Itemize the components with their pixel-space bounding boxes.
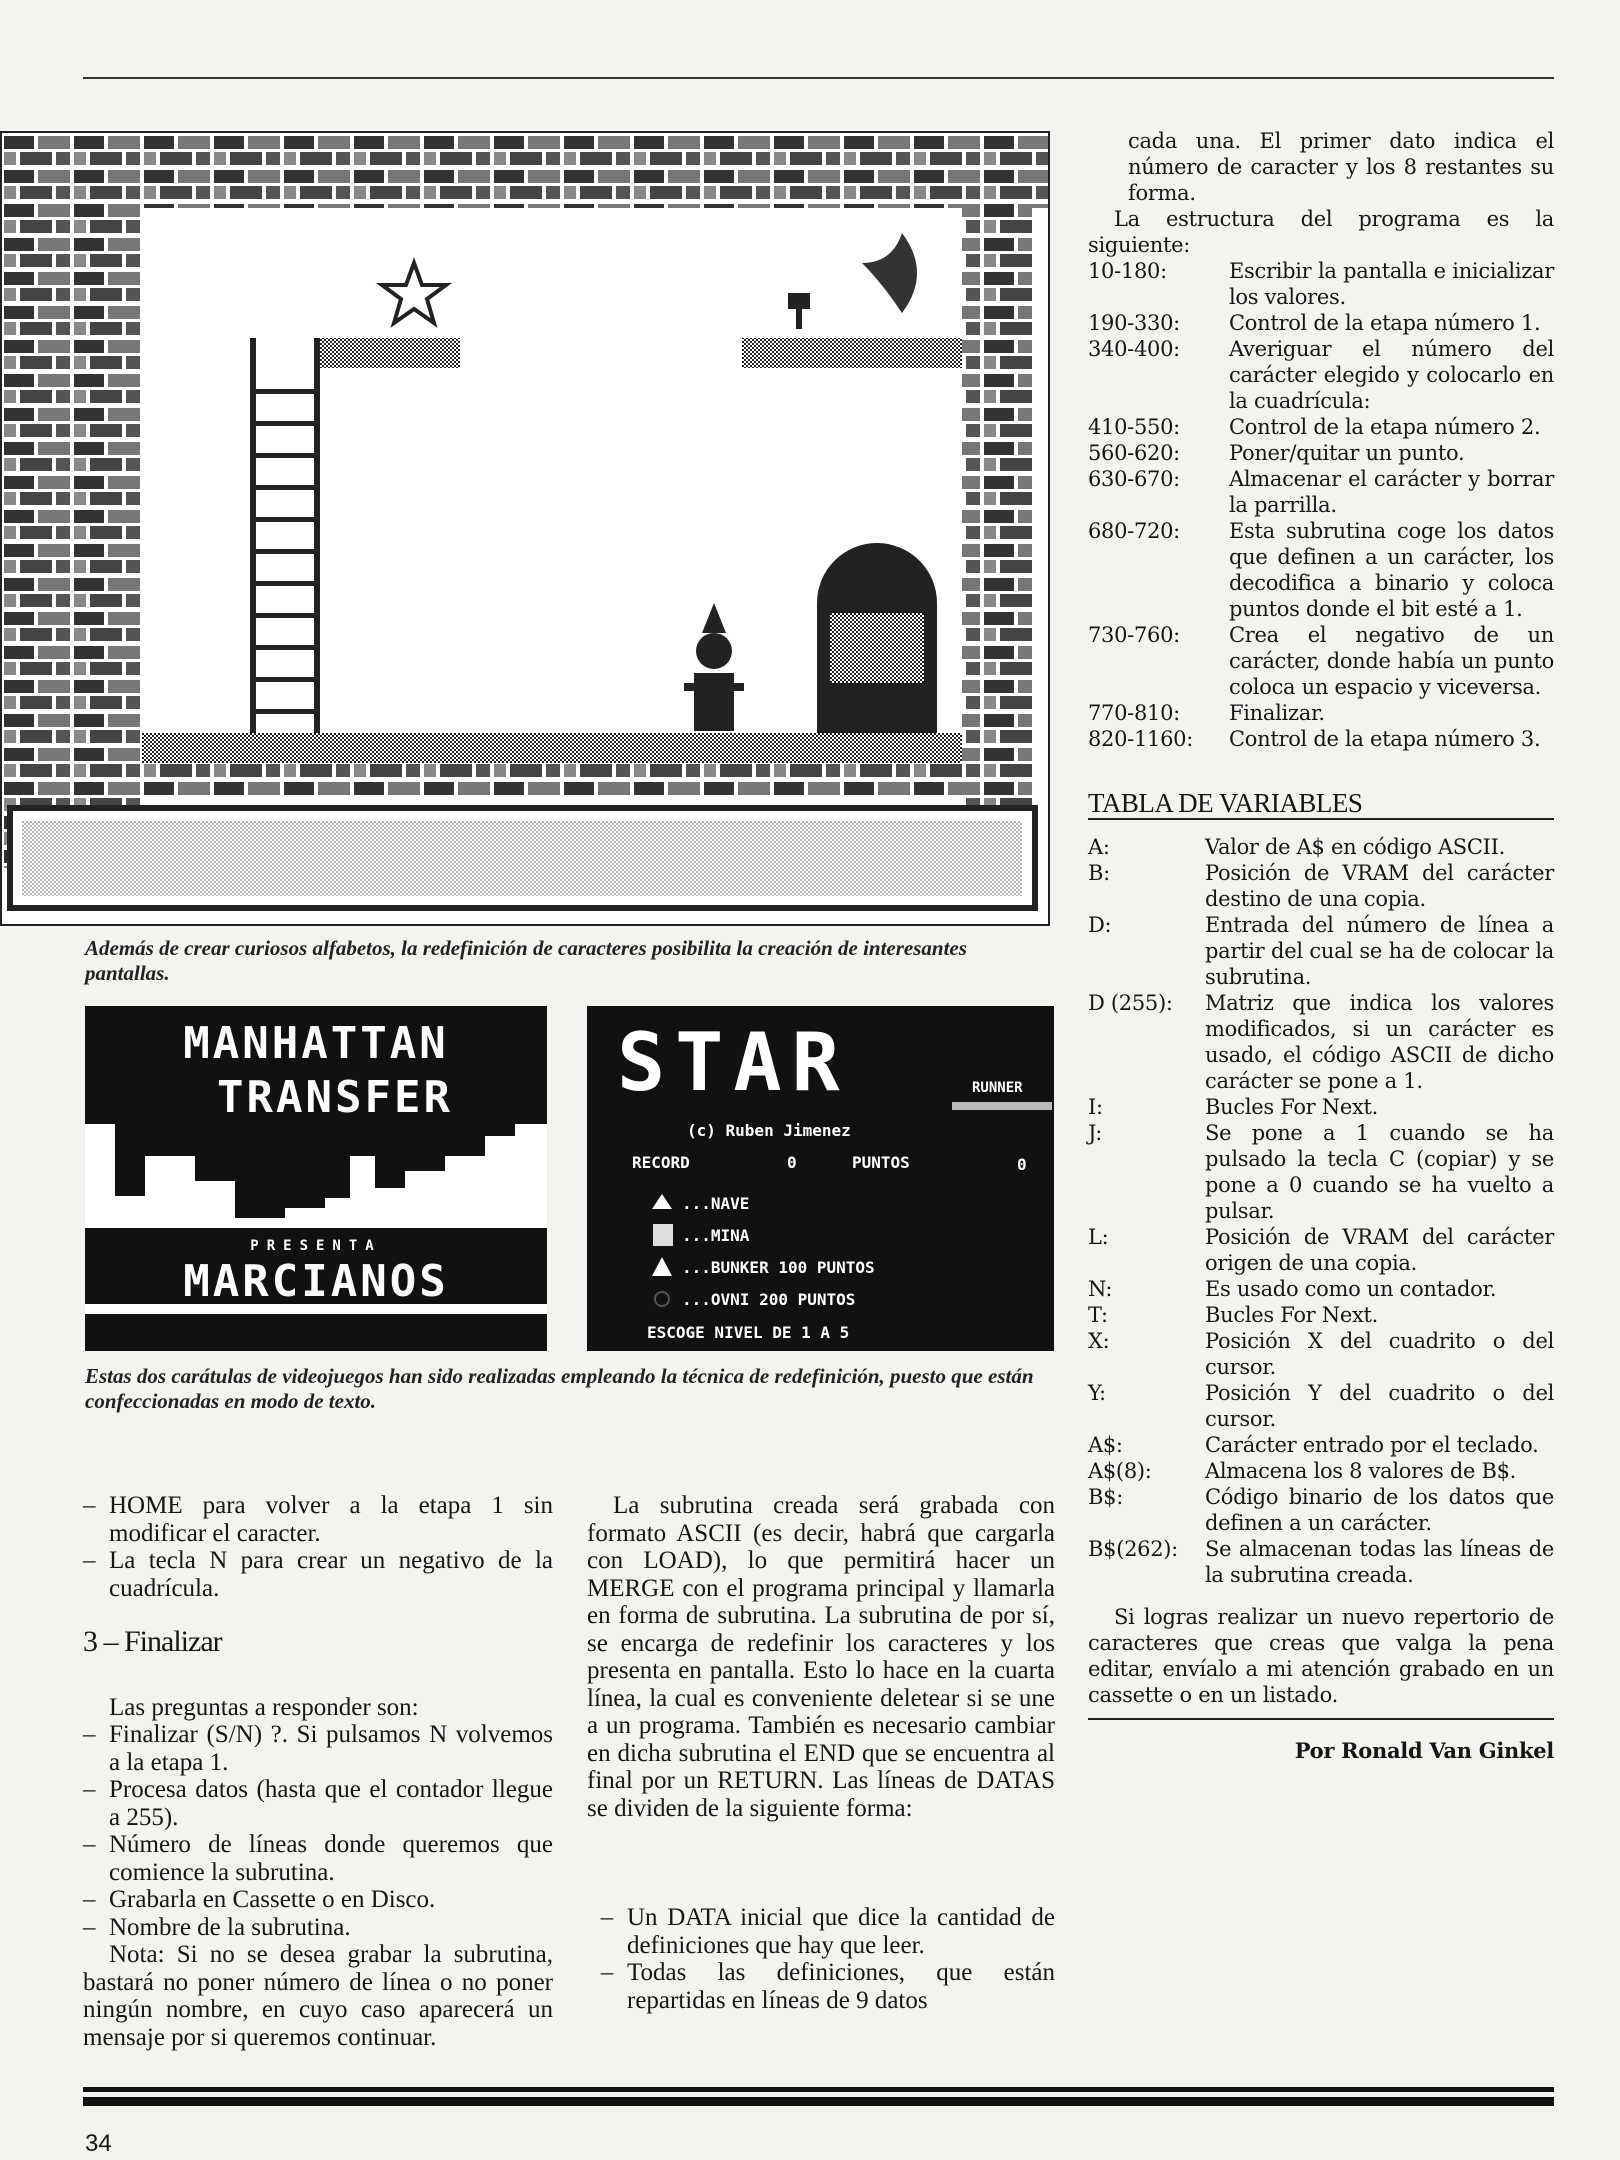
closing-paragraph: Si logras realizar un nuevo repertorio de caracteres que creas que valga la pena editar, envíalo a mi atención grabado en un cassette o en un listado. <box>1088 1604 1554 1720</box>
cover-manhattan-transfer <box>85 1006 547 1351</box>
line-range: 630-670: <box>1088 467 1180 491</box>
body-paragraph: La subrutina creada será grabada con formato ASCII (es decir, habrá que cargarla con LOAD), lo que permitirá hacer un MERGE con el programa principal y llamarla en forma de subrutina. La subrutina de por sí, se encarga de redefinir los caracteres y los presenta en pantalla. Esto lo hace en la cuarta línea, la cual es conveniente deletear si se une a un programa. También es necesario cambiar en dicha subrutina el END que se encuentra al final por un RETURN. Las líneas de DATAS se dividen de la siguiente forma: <box>587 1492 1055 1822</box>
structure-row <box>1088 414 1554 440</box>
points-value: 0 <box>1017 1155 1027 1174</box>
description: Entrada del número de línea a partir del cual se ha de colocar la subrutina. <box>1205 913 1554 989</box>
description: Se almacenan todas las líneas de la subrutina creada. <box>1205 1537 1554 1587</box>
description: Posición de VRAM del carácter destino de una copia. <box>1205 861 1554 911</box>
variable-row <box>1088 1380 1554 1432</box>
structure-row <box>1088 440 1554 466</box>
variable-name: Y: <box>1088 1381 1106 1405</box>
platform-left <box>320 338 460 368</box>
floor-bricks <box>142 763 962 798</box>
variable-row <box>1088 1484 1554 1536</box>
variables-table <box>1088 834 1554 1588</box>
door <box>817 543 937 733</box>
variable-name: A$: <box>1088 1433 1123 1457</box>
bunker-icon <box>652 1257 672 1276</box>
description: Almacenar el carácter y borrar la parrilla. <box>1229 467 1554 517</box>
variable-row <box>1088 1302 1554 1328</box>
list-item: – Procesa datos (hasta que el contador llegue a 255). <box>83 1776 553 1831</box>
description: Se pone a 1 cuando se ha pulsado la tecla C (copiar) y se pone a 0 cuando se ha vuelto a pulsar. <box>1205 1121 1554 1223</box>
variable-row <box>1088 1224 1554 1276</box>
line-range: 770-810: <box>1088 701 1180 725</box>
brick-wall-right <box>962 208 1032 868</box>
top-rule <box>83 77 1554 79</box>
variable-name: D: <box>1088 913 1112 937</box>
bottom-rule <box>83 2087 1554 2092</box>
variable-row <box>1088 860 1554 912</box>
ghost-enemy <box>862 233 917 313</box>
description: Carácter entrado por el teclado. <box>1205 1433 1539 1457</box>
intro-text: Las preguntas a responder son: <box>109 1693 419 1721</box>
variable-row <box>1088 1458 1554 1484</box>
variable-name: B$(262): <box>1088 1537 1178 1561</box>
description: Poner/quitar un punto. <box>1229 441 1465 465</box>
variable-row <box>1088 1120 1554 1224</box>
structure-row <box>1088 336 1554 414</box>
structure-row <box>1088 726 1554 752</box>
variable-row <box>1088 1432 1554 1458</box>
record-value: 0 <box>787 1153 797 1172</box>
mine-icon <box>653 1224 673 1246</box>
variable-name: B: <box>1088 861 1110 885</box>
description: Crea el negativo de un carácter, donde había un punto coloca un espacio y viceversa. <box>1229 623 1554 699</box>
legend-mina: ...MINA <box>682 1226 750 1245</box>
right-column <box>1088 128 1554 1764</box>
bottom-rule-thick <box>83 2097 1554 2106</box>
continuation-text: cada una. El primer dato indica el número de caracter y los 8 restantes su forma. <box>1128 129 1554 205</box>
trophy-icon <box>788 293 810 329</box>
cover-title: MARCIANOS <box>183 1256 449 1307</box>
description: Bucles For Next. <box>1205 1303 1379 1327</box>
description: Posición X del cuadrito o del cursor. <box>1205 1329 1554 1379</box>
legend-nave: ...NAVE <box>682 1194 750 1213</box>
list-item: – Finalizar (S/N) ?. Si pulsamos N volvemos a la etapa 1. <box>83 1721 553 1776</box>
page-number: 34 <box>85 2130 112 2157</box>
line-range: 680-720: <box>1088 519 1180 543</box>
variable-name: N: <box>1088 1277 1113 1301</box>
structure-row <box>1088 518 1554 622</box>
description: Código binario de los datos que definen a un carácter. <box>1205 1485 1554 1535</box>
skyline <box>85 1124 547 1228</box>
line-range: 410-550: <box>1088 415 1180 439</box>
left-column <box>83 1492 553 2051</box>
program-structure-list <box>1088 258 1554 752</box>
structure-row <box>1088 258 1554 310</box>
description: Almacena los 8 valores de B$. <box>1205 1459 1517 1483</box>
cover-credit: (c) Ruben Jimenez <box>687 1121 851 1140</box>
variable-name: I: <box>1088 1095 1103 1119</box>
variable-name: L: <box>1088 1225 1109 1249</box>
variable-row <box>1088 1536 1554 1588</box>
cover-line1: MANHATTAN <box>183 1018 449 1069</box>
game-screen-drawing <box>2 133 1048 924</box>
figure-caption: Además de crear curiosos alfabetos, la redefinición de caracteres posibilita la creación de interesantes pantallas. <box>85 936 967 985</box>
description: Posición de VRAM del carácter origen de una copia. <box>1205 1225 1554 1275</box>
legend-ovni: ...OVNI 200 PUNTOS <box>682 1290 856 1309</box>
cover-star-runner <box>587 1006 1054 1351</box>
variable-name: X: <box>1088 1329 1110 1353</box>
description: Bucles For Next. <box>1205 1095 1379 1119</box>
variable-row <box>1088 912 1554 990</box>
structure-row <box>1088 310 1554 336</box>
brick-wall-top <box>2 133 1048 208</box>
variable-name: J: <box>1088 1121 1103 1145</box>
star-icon <box>382 263 446 323</box>
line-range: 190-330: <box>1088 311 1180 335</box>
description: Averiguar el número del carácter elegido y colocarlo en la cuadrícula: <box>1229 337 1554 413</box>
cover-subtitle: RUNNER <box>972 1080 1023 1096</box>
structure-row <box>1088 466 1554 518</box>
status-bar-fill <box>22 821 1022 896</box>
record-label: RECORD <box>632 1153 690 1172</box>
variable-row <box>1088 990 1554 1094</box>
subtitle-bar <box>952 1102 1052 1110</box>
line-range: 340-400: <box>1088 337 1180 361</box>
list-item: – Número de líneas donde queremos que comience la subrutina. <box>83 1831 553 1886</box>
list-item: – La tecla N para crear un negativo de la cuadrícula. <box>83 1547 553 1602</box>
variable-name: B$: <box>1088 1485 1123 1509</box>
description: Es usado como un contador. <box>1205 1277 1497 1301</box>
variable-row <box>1088 1328 1554 1380</box>
line-range: 820-1160: <box>1088 727 1193 751</box>
variables-table-title: TABLA DE VARIABLES <box>1088 790 1554 820</box>
floor <box>142 733 962 763</box>
line-range: 10-180: <box>1088 259 1167 283</box>
author-byline: Por Ronald Van Ginkel <box>1294 1738 1554 1763</box>
structure-row <box>1088 622 1554 700</box>
description: Esta subrutina coge los datos que definen a un carácter, los decodifica a binario y coloca puntos donde el bit esté a 1. <box>1229 519 1554 621</box>
variable-name: D (255): <box>1088 991 1173 1015</box>
variable-name: A$(8): <box>1088 1459 1152 1483</box>
list-item: – HOME para volver a la etapa 1 sin modificar el caracter. <box>83 1492 553 1547</box>
structure-intro: La estructura del programa es la siguiente: <box>1088 207 1554 257</box>
description: Valor de A$ en código ASCII. <box>1205 835 1506 859</box>
description: Posición Y del cuadrito o del cursor. <box>1205 1381 1554 1431</box>
description: Matriz que indica los valores modificados, si un carácter es usado, el código ASCII de dicho carácter se pone a 1. <box>1205 991 1554 1093</box>
ship-icon <box>652 1194 672 1209</box>
note-paragraph: Nota: Si no se desea grabar la subrutina, bastará no poner número de línea o no poner ningún nombre, en cuyo caso aparecerá un mensaje por si queremos continuar. <box>83 1941 553 2051</box>
description: Control de la etapa número 3. <box>1229 727 1541 751</box>
middle-column <box>587 1492 1055 2014</box>
brick-wall-left <box>2 208 142 868</box>
list-item: – Un DATA inicial que dice la cantidad de definiciones que hay que leer. <box>600 1904 1055 1959</box>
cover-line2: TRANSFER <box>217 1072 453 1123</box>
section-heading: 3 – Finalizar <box>83 1625 222 1658</box>
line-range: 730-760: <box>1088 623 1180 647</box>
level-prompt: ESCOGE NIVEL DE 1 A 5 <box>647 1323 850 1342</box>
variable-row <box>1088 1276 1554 1302</box>
list-item: – Grabarla en Cassette o en Disco. <box>83 1886 436 1913</box>
points-label: PUNTOS <box>852 1153 910 1172</box>
variable-name: T: <box>1088 1303 1108 1327</box>
list-item: – Nombre de la subrutina. <box>83 1913 351 1941</box>
variable-row <box>1088 1094 1554 1120</box>
cover-title: STAR <box>617 1016 850 1109</box>
ufo-icon <box>655 1292 669 1306</box>
legend-bunker: ...BUNKER 100 PUNTOS <box>682 1258 875 1277</box>
description: Escribir la pantalla e inicializar los valores. <box>1229 259 1554 309</box>
structure-row <box>1088 700 1554 726</box>
player-character <box>684 603 744 731</box>
ladder <box>250 338 320 733</box>
description: Finalizar. <box>1229 701 1325 725</box>
line-range: 560-620: <box>1088 441 1180 465</box>
variable-row <box>1088 834 1554 860</box>
description: Control de la etapa número 1. <box>1229 311 1541 335</box>
platform-right <box>742 338 962 368</box>
list-item: – Todas las definiciones, que están repartidas en líneas de 9 datos <box>600 1959 1055 2014</box>
cover-presents: PRESENTA <box>250 1238 382 1254</box>
game-screenshot <box>0 131 1050 926</box>
figure-caption: Estas dos carátulas de videojuegos han sido realizadas empleando la técnica de redefinición, puesto que están confeccionadas en modo de texto. <box>85 1364 1034 1413</box>
description: Control de la etapa número 2. <box>1229 415 1541 439</box>
variable-name: A: <box>1088 835 1110 859</box>
